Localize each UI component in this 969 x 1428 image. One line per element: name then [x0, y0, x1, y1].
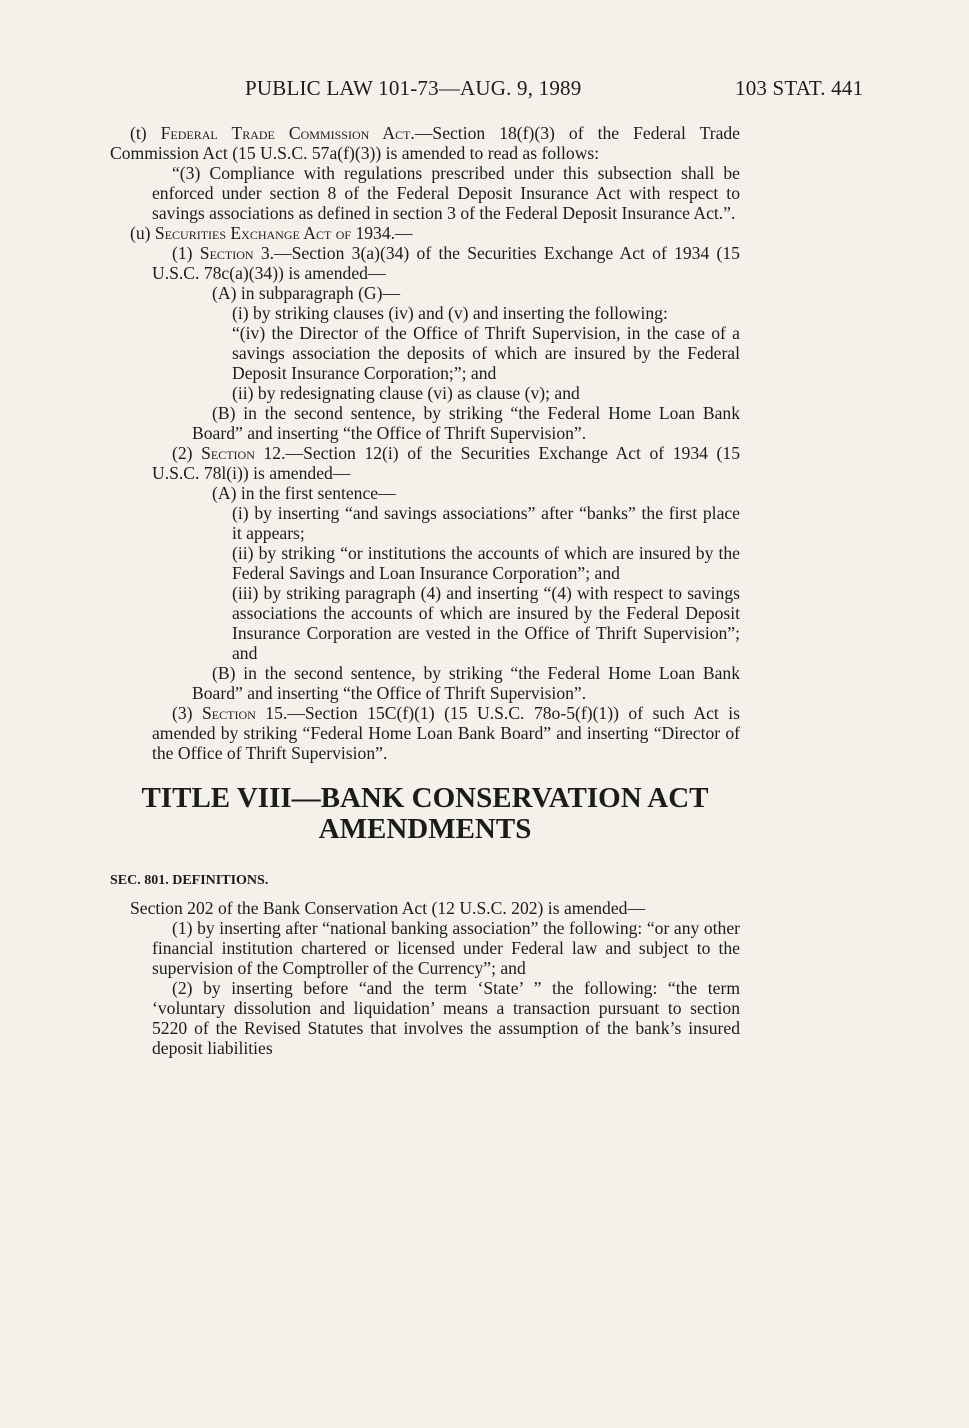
- running-header-left: PUBLIC LAW 101-73—AUG. 9, 1989: [245, 76, 582, 100]
- paragraph-1: [110, 243, 740, 283]
- subsection-t-text: —Section 18(f)(3) of the Federal Trade Commission Act (15 U.S.C. 57a(f)(3)) is amended to read as follows:: [110, 123, 740, 163]
- subsection-u-heading: Securities Exchange Act of 1934.: [154, 223, 396, 243]
- subsection-u-label: (u): [130, 223, 155, 243]
- paragraph-2-A-i: (i) by inserting “and savings associations” after “banks” the first place it appears;: [232, 503, 740, 543]
- page-number: 103 STAT. 441: [735, 76, 864, 100]
- section-item-2: (2) by inserting before “and the term ‘State’ ” the following: “the term ‘voluntary dissolution and liquidation’ means a transaction pursuant to section 5220 of the Revised Statutes that involves the assumption of the bank’s insured deposit liabilities: [152, 978, 740, 1058]
- paragraph-2: [110, 443, 740, 483]
- title-line-1: TITLE VIII—BANK CONSERVATION ACT: [141, 782, 709, 814]
- subsection-t-label: (t): [130, 123, 161, 143]
- subsection-u: [110, 223, 740, 243]
- paragraph-1-A: (A) in subparagraph (G)—: [212, 283, 401, 303]
- paragraph-2-text: —Section 12(i) of the Securities Exchange Act of 1934 (15 U.S.C. 78l(i)) is amended—: [152, 443, 740, 483]
- title-heading: [110, 783, 740, 845]
- section-heading: SEC. 801. DEFINITIONS.: [110, 873, 269, 888]
- paragraph-3: [110, 703, 740, 763]
- paragraph-2-A-ii: (ii) by striking “or institutions the accounts of which are insured by the Federal Savings and Loan Insurance Corporation”; and: [232, 543, 740, 583]
- subsection-t-heading: Federal Trade Commission Act.: [160, 123, 415, 143]
- paragraph-1-B: (B) in the second sentence, by striking “the Federal Home Loan Bank Board” and inserting “the Office of Thrift Supervision”.: [192, 403, 740, 443]
- paragraph-3-label: (3): [172, 703, 203, 723]
- paragraph-1-label: (1): [172, 243, 200, 263]
- paragraph-2-B: (B) in the second sentence, by striking “the Federal Home Loan Bank Board” and inserting “the Office of Thrift Supervision”.: [192, 663, 740, 703]
- paragraph-1-A-ii: (ii) by redesignating clause (vi) as clause (v); and: [232, 383, 580, 403]
- paragraph-1-A-i: (i) by striking clauses (iv) and (v) and inserting the following:: [232, 303, 668, 323]
- paragraph-3-heading: Section 15.: [202, 703, 288, 723]
- paragraph-2-heading: Section 12.: [201, 443, 286, 463]
- subsection-u-dash: —: [395, 223, 413, 243]
- title-line-2: AMENDMENTS: [318, 813, 532, 845]
- section-item-1: (1) by inserting after “national banking association” the following: “or any other financial institution chartered or licensed under Federal law and subject to the supervision of the Comptroller of the Currency”; and: [152, 918, 740, 978]
- paragraph-2-A-iii: (iii) by striking paragraph (4) and inserting “(4) with respect to savings associations the accounts of which are insured by the Federal Deposit Insurance Corporation are vested in the Office of Thrift Supervision”; and: [232, 583, 740, 663]
- subsection-t: [110, 123, 740, 163]
- page-body: [110, 123, 740, 1058]
- paragraph-1-A-i-quote: “(iv) the Director of the Office of Thrift Supervision, in the case of a savings association the deposits of which are insured by the Federal Deposit Insurance Corporation;”; and: [232, 323, 740, 383]
- section-intro: Section 202 of the Bank Conservation Act (12 U.S.C. 202) is amended—: [130, 898, 646, 918]
- subsection-t-quote: “(3) Compliance with regulations prescribed under this subsection shall be enforced under section 8 of the Federal Deposit Insurance Act with respect to savings associations as defined in section 3 of the Federal Deposit Insurance Act.”.: [152, 163, 740, 223]
- paragraph-3-text: —Section 15C(f)(1) (15 U.S.C. 78o-5(f)(1)) of such Act is amended by striking “Federal Home Loan Bank Board” and inserting “Director of the Office of Thrift Supervision”.: [152, 703, 740, 763]
- paragraph-1-text: —Section 3(a)(34) of the Securities Exchange Act of 1934 (15 U.S.C. 78c(a)(34)) is amended—: [152, 243, 740, 283]
- paragraph-2-A: (A) in the first sentence—: [212, 483, 396, 503]
- paragraph-1-heading: Section 3.: [199, 243, 275, 263]
- paragraph-2-label: (2): [172, 443, 202, 463]
